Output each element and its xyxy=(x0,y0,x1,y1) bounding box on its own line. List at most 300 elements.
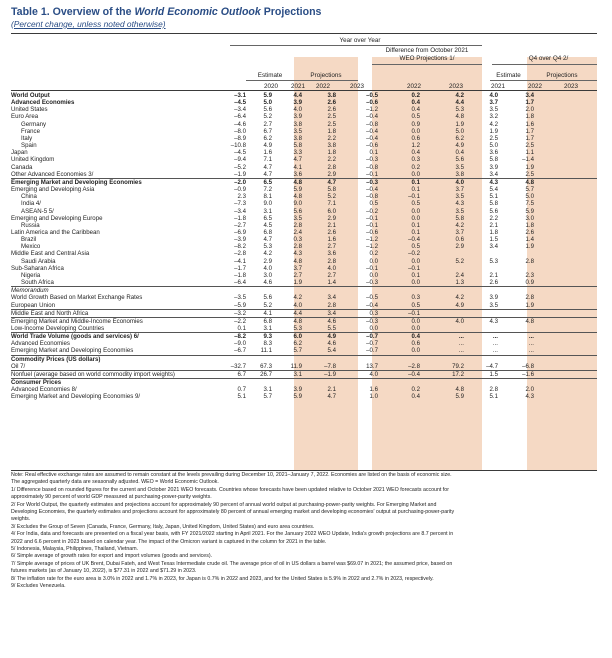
header-rule xyxy=(246,80,358,81)
row-label: Germany xyxy=(21,120,47,128)
table-cell: –0.3 xyxy=(336,178,378,186)
table-cell: 2.8 xyxy=(525,294,534,302)
table-cell: –1.6 xyxy=(498,370,534,378)
table-row xyxy=(11,106,597,113)
table-cell: 0.4 xyxy=(378,333,420,341)
table-cell: –6.4 xyxy=(234,279,246,287)
table-cell: 4.9 xyxy=(455,301,464,309)
table-cell: 4.8 xyxy=(272,317,302,325)
table-cell: –8.9 xyxy=(234,134,246,142)
table-cell: –3.4 xyxy=(234,207,246,215)
table-cell: 5.5 xyxy=(327,325,336,332)
table-cell: 0.3 xyxy=(336,309,378,317)
table-cell: 1.6 xyxy=(369,386,378,394)
table-row xyxy=(11,99,597,106)
row-label: Memorandum xyxy=(11,287,219,295)
table-cell: 0.5 xyxy=(411,200,420,208)
row-label: Nigeria xyxy=(21,271,41,279)
table-subtitle: (Percent change, unless noted otherwise) xyxy=(11,19,166,29)
table-cell: 0.1 xyxy=(411,186,420,194)
table-spacer xyxy=(534,370,597,378)
table-cell: –0.9 xyxy=(234,186,246,194)
table-cell xyxy=(464,250,498,257)
table-spacer xyxy=(534,355,597,363)
table-cell: –1.2 xyxy=(366,243,378,251)
table-cell: 1.8 xyxy=(525,113,534,121)
table-row xyxy=(11,171,597,179)
table-spacer xyxy=(534,272,597,279)
table-cell: 2.8 xyxy=(293,221,302,229)
table-cell: –2.8 xyxy=(408,362,420,370)
header-estimate: Estimate xyxy=(257,72,283,79)
table-cell: –0.8 xyxy=(366,163,378,171)
year-header: 2023 xyxy=(563,83,578,90)
table-cell: 1.7 xyxy=(525,127,534,135)
table-cell xyxy=(464,265,498,272)
table-cell xyxy=(498,355,534,363)
table-cell xyxy=(219,379,246,387)
note-line: 7/ Simple average of prices of UK Brent, Dubai Fateh, and West Texas Intermediate crude oil. The average price of oil in US dollars a barrel was $69.07 in 2021; the assumed price, based on xyxy=(11,560,453,567)
row-label: Emerging and Developing Asia xyxy=(11,186,95,194)
table-spacer xyxy=(534,135,597,142)
table-row xyxy=(11,393,597,400)
table-cell: 1.8 xyxy=(525,221,534,229)
table-cell: –0.6 xyxy=(366,142,378,150)
table-cell: 5.3 xyxy=(455,106,464,114)
table-cell: 1.6 xyxy=(327,236,336,244)
table-cell: 0.0 xyxy=(369,271,378,279)
note-line: 6/ Simple average of growth rates for export and import volumes (goods and services). xyxy=(11,553,213,560)
table-spacer xyxy=(534,379,597,387)
row-label: Other Advanced Economies 3/ xyxy=(11,170,94,178)
table-cell: 4.0 xyxy=(263,264,272,272)
table-row xyxy=(11,265,597,272)
table-cell: –0.8 xyxy=(366,193,378,201)
table-row xyxy=(11,236,597,243)
table-cell: 4.1 xyxy=(293,163,302,171)
table-cell: 2.3 xyxy=(525,271,534,279)
table-cell xyxy=(302,379,336,387)
table-cell: –1.2 xyxy=(366,236,378,244)
table-cell: 0.0 xyxy=(411,207,420,215)
table-cell: –6.8 xyxy=(522,362,534,370)
table-cell: 3.5 xyxy=(489,301,498,309)
table-cell: 4.8 xyxy=(455,386,464,394)
table-cell xyxy=(336,355,378,363)
table-cell xyxy=(246,287,272,295)
table-cell: 67.3 xyxy=(260,362,272,370)
header-difference-2: WEO Projections 1/ xyxy=(399,55,455,62)
table-spacer xyxy=(534,309,597,317)
table-cell: 6.0 xyxy=(272,333,302,341)
year-header: 2020 xyxy=(263,83,278,90)
table-cell: 8.3 xyxy=(263,340,272,348)
note-line: 2/ For World Output, the quarterly estimates and projections account for approximately 90 percent of annual world output at purchasing-power-parity weights. For Emerging Market and xyxy=(11,501,437,508)
table-cell: 4.0 xyxy=(420,317,464,325)
table-cell: 4.7 xyxy=(263,236,272,244)
table-cell: –1.9 xyxy=(234,170,246,178)
table-cell: 4.8 xyxy=(455,113,464,121)
table-row xyxy=(11,142,597,149)
row-label: Sub-Saharan Africa xyxy=(11,264,64,272)
table-cell: 3.6 xyxy=(489,149,498,157)
table-row xyxy=(11,379,597,387)
header-q4: Q4 over Q4 2/ xyxy=(528,55,569,62)
table-cell: 2.1 xyxy=(327,386,336,394)
table-cell: 5.0 xyxy=(525,193,534,201)
table-row xyxy=(11,121,597,128)
table-cell: –3.1 xyxy=(234,92,246,99)
table-row xyxy=(11,333,597,341)
table-cell: 6.7 xyxy=(263,127,272,135)
table-cell: 5.8 xyxy=(293,142,302,150)
table-row xyxy=(11,309,597,317)
table-row xyxy=(11,186,597,193)
table-spacer xyxy=(534,113,597,120)
header-difference-1: Difference from October 2021 xyxy=(385,47,469,54)
table-cell: –0.3 xyxy=(336,317,378,325)
table-row xyxy=(11,279,597,287)
table-spacer xyxy=(534,294,597,301)
row-label: Emerging Market and Developing Economies xyxy=(11,347,134,355)
table-cell: 0.5 xyxy=(369,200,378,208)
table-row xyxy=(11,347,597,355)
row-label: European Union xyxy=(11,301,56,309)
table-cell: 4.2 xyxy=(489,120,498,128)
table-spacer xyxy=(534,193,597,200)
table-cell: 2.6 xyxy=(327,99,336,107)
table-cell: –1.2 xyxy=(366,106,378,114)
table-cell: 0.1 xyxy=(237,325,246,332)
table-cell: 2.7 xyxy=(327,243,336,251)
table-cell: 3.4 xyxy=(302,309,336,317)
table-cell: 3.4 xyxy=(489,243,498,251)
row-label: World Growth Based on Market Exchange Rates xyxy=(11,294,143,302)
table-cell: 1.2 xyxy=(411,142,420,150)
table-spacer xyxy=(534,106,597,113)
table-spacer xyxy=(534,236,597,243)
table-row xyxy=(11,363,597,371)
table-cell: 5.4 xyxy=(489,186,498,194)
table-spacer xyxy=(534,347,597,355)
table-cell: 6.8 xyxy=(246,317,272,325)
table-cell: 4.4 xyxy=(272,309,302,317)
row-label: Spain xyxy=(21,142,37,150)
row-label: Low-Income Developing Countries xyxy=(11,325,105,332)
table-spacer xyxy=(534,222,597,229)
table-cell: 79.2 xyxy=(452,362,464,370)
row-label: Oil 7/ xyxy=(11,362,26,370)
table-spacer xyxy=(534,287,597,295)
row-label: India 4/ xyxy=(21,200,41,208)
table-cell: –0.4 xyxy=(378,370,420,378)
table-cell: 5.1 xyxy=(237,393,246,401)
table-cell: 4.2 xyxy=(263,250,272,258)
table-cell: 2.7 xyxy=(293,271,302,279)
table-cell: 9.0 xyxy=(293,200,302,208)
table-cell: 17.2 xyxy=(420,370,464,378)
table-spacer xyxy=(534,142,597,149)
table-cell: 5.8 xyxy=(327,186,336,194)
table-cell: –6.4 xyxy=(234,113,246,121)
table-cell: 2.6 xyxy=(489,279,498,287)
table-cell: 6.7 xyxy=(219,370,246,378)
table-cell: –2.2 xyxy=(219,317,246,325)
table-cell: 3.2 xyxy=(489,113,498,121)
table-cell: 4.7 xyxy=(263,170,272,178)
table-cell: –9.4 xyxy=(234,156,246,164)
table-cell: 2.8 xyxy=(489,386,498,394)
table-cell: 0.5 xyxy=(411,301,420,309)
table-row xyxy=(11,287,597,295)
table-cell: ... xyxy=(464,333,498,341)
table-cell: 3.9 xyxy=(489,294,498,302)
row-label: ASEAN-5 5/ xyxy=(21,207,54,215)
table-cell: 0.2 xyxy=(411,386,420,394)
table-row xyxy=(11,325,597,333)
table-cell: 3.5 xyxy=(293,214,302,222)
table-cell: 0.4 xyxy=(455,149,464,157)
table-cell: 1.6 xyxy=(525,120,534,128)
table-cell: –0.6 xyxy=(366,99,378,107)
table-cell: 3.6 xyxy=(293,170,302,178)
table-cell: –0.1 xyxy=(366,264,378,272)
table-cell: 2.1 xyxy=(489,271,498,279)
note-line: 5/ Indonesia, Malaysia, Philippines, Thailand, Vietnam. xyxy=(11,546,139,553)
table-cell: 2.6 xyxy=(327,228,336,236)
table-row xyxy=(11,156,597,163)
table-spacer xyxy=(534,265,597,272)
table-cell: 5.3 xyxy=(293,325,302,332)
table-cell xyxy=(336,287,378,295)
table-cell: 13.7 xyxy=(366,362,378,370)
table-spacer xyxy=(534,164,597,171)
table-cell: 1.4 xyxy=(327,279,336,287)
header-rule xyxy=(490,80,597,81)
table-spacer xyxy=(534,229,597,236)
table-cell: –6.9 xyxy=(234,228,246,236)
row-label: Nonfuel (average based on world commodity import weights) xyxy=(11,370,219,378)
table-cell: 1.9 xyxy=(489,127,498,135)
table-cell: 6.5 xyxy=(246,178,272,186)
table-cell xyxy=(498,325,534,333)
table-cell: 1.8 xyxy=(489,228,498,236)
table-cell: 0.4 xyxy=(411,393,420,401)
table-cell: 2.9 xyxy=(327,170,336,178)
table-cell: 5.4 xyxy=(327,347,336,355)
table-cell: 4.8 xyxy=(498,317,534,325)
table-cell: 5.3 xyxy=(489,257,498,265)
table-cell xyxy=(498,250,534,257)
table-cell: 1.9 xyxy=(525,243,534,251)
table-cell: –4.1 xyxy=(234,257,246,265)
table-spacer xyxy=(534,149,597,156)
year-header: 2023 xyxy=(448,83,463,90)
table-cell: 5.1 xyxy=(489,393,498,401)
table-cell: 0.4 xyxy=(411,106,420,114)
table-cell: 2.4 xyxy=(293,228,302,236)
table-cell: 1.8 xyxy=(327,149,336,157)
table-cell: –4.6 xyxy=(234,120,246,128)
table-cell: 7.2 xyxy=(263,186,272,194)
table-cell: 1.8 xyxy=(327,127,336,135)
table-cell: ... xyxy=(458,347,464,355)
table-cell: –3.4 xyxy=(234,106,246,114)
table-cell: 5.9 xyxy=(293,393,302,401)
table-cell: 4.3 xyxy=(455,200,464,208)
table-cell: 5.2 xyxy=(455,257,464,265)
table-cell: 4.5 xyxy=(263,221,272,229)
table-spacer xyxy=(534,393,597,400)
table-row xyxy=(11,317,597,325)
table-cell: –3.9 xyxy=(234,236,246,244)
table-spacer xyxy=(534,215,597,222)
table-cell: 5.7 xyxy=(263,393,272,401)
table-cell: 5.1 xyxy=(489,193,498,201)
table-cell: 0.4 xyxy=(411,149,420,157)
table-cell: 2.1 xyxy=(327,221,336,229)
table-row xyxy=(11,272,597,279)
table-notes xyxy=(11,472,597,591)
table-cell: 9.3 xyxy=(246,333,272,341)
table-cell: 4.9 xyxy=(302,333,336,341)
table-row xyxy=(11,208,597,215)
table-row xyxy=(11,215,597,222)
table-spacer xyxy=(534,333,597,341)
year-header: 2022 xyxy=(315,83,330,90)
table-spacer xyxy=(534,325,597,333)
note-line: The aggregated quarterly data are seasonally adjusted. WEO = World Economic Outlook. xyxy=(11,479,219,486)
table-cell: –0.2 xyxy=(366,207,378,215)
table-cell: –0.3 xyxy=(366,156,378,164)
row-label: Emerging Market and Middle-Income Economies xyxy=(11,317,219,325)
table-cell: 2.6 xyxy=(525,228,534,236)
table-cell: 3.9 xyxy=(293,99,302,107)
table-cell xyxy=(378,287,420,295)
table-cell: 7.5 xyxy=(525,200,534,208)
table-cell xyxy=(420,325,464,333)
table-cell: 0.0 xyxy=(411,325,420,332)
table-cell: ... xyxy=(492,340,498,348)
table-cell: 0.2 xyxy=(369,250,378,258)
row-label: Middle East and Central Asia xyxy=(11,250,90,258)
table-cell: 4.0 xyxy=(336,370,378,378)
table-cell: –0.6 xyxy=(366,228,378,236)
table-cell: 0.6 xyxy=(411,340,420,348)
table-cell: –1.8 xyxy=(234,271,246,279)
table-cell: 2.3 xyxy=(237,193,246,201)
table-cell: 2.8 xyxy=(293,243,302,251)
table-cell: 2.7 xyxy=(327,271,336,279)
table-cell xyxy=(420,355,464,363)
table-cell: 0.9 xyxy=(525,279,534,287)
table-cell: 4.8 xyxy=(293,193,302,201)
note-line: approximately 90 percent of world GDP measured at purchasing-power-parity weights. xyxy=(11,494,212,501)
table-cell: 2.0 xyxy=(525,106,534,114)
table-cell: 3.8 xyxy=(455,170,464,178)
table-cell: 4.0 xyxy=(489,92,498,99)
table-cell: –8.2 xyxy=(234,243,246,251)
year-header: 2021 xyxy=(290,83,305,90)
table-cell: 4.2 xyxy=(455,221,464,229)
table-cell: 0.0 xyxy=(411,347,420,355)
table-cell: 2.7 xyxy=(263,120,272,128)
table-cell: 11.1 xyxy=(260,347,272,355)
table-cell: 5.0 xyxy=(489,142,498,150)
year-header: 2021 xyxy=(490,83,505,90)
table-cell: –4.5 xyxy=(234,149,246,157)
table-cell: 3.5 xyxy=(455,193,464,201)
table-cell: –10.8 xyxy=(230,142,246,150)
table-cell: 2.1 xyxy=(489,221,498,229)
table-cell: –4.7 xyxy=(486,362,498,370)
table-cell: 2.5 xyxy=(327,113,336,121)
table-cell: 5.6 xyxy=(263,106,272,114)
table-cell: 6.5 xyxy=(263,214,272,222)
row-label: Emerging Market and Developing Economies 9/ xyxy=(11,393,141,401)
table-cell: 0.1 xyxy=(411,271,420,279)
table-cell: 0.2 xyxy=(411,163,420,171)
table-cell: 0.0 xyxy=(369,325,378,332)
table-cell: –6.7 xyxy=(234,347,246,355)
note-line: Note: Real effective exchange rates are assumed to remain constant at the levels prevailing during December 10, 2021–January 7, 2022. Economies are listed on the basis of economic size. xyxy=(11,472,452,478)
table-cell: 7.1 xyxy=(327,200,336,208)
note-line: 4/ For India, data and forecasts are presented on a fiscal year basis, with FY 2021/2022 starting in April 2021. For the January 2022 WEO Update, India's growth projections are 8.7 percent in xyxy=(11,531,454,538)
table-cell: –0.1 xyxy=(366,221,378,229)
year-header: 2023 xyxy=(349,83,364,90)
table-cell: –0.2 xyxy=(408,250,420,258)
table-cell: –0.4 xyxy=(366,127,378,135)
table-row xyxy=(11,340,597,347)
table-cell: 4.7 xyxy=(293,156,302,164)
table-cell: –0.7 xyxy=(336,333,378,341)
table-cell xyxy=(302,287,336,295)
table-cell: –0.4 xyxy=(366,186,378,194)
table-cell: –0.1 xyxy=(408,264,420,272)
table-cell: 0.0 xyxy=(411,127,420,135)
table-cell: 2.5 xyxy=(525,170,534,178)
table-cell: 1.7 xyxy=(525,134,534,142)
table-spacer xyxy=(534,99,597,106)
table-cell: –0.4 xyxy=(408,236,420,244)
row-label: Commodity Prices (US dollars) xyxy=(11,355,219,363)
table-cell: 5.8 xyxy=(489,156,498,164)
table-cell: 3.1 xyxy=(263,325,272,332)
table-cell: 3.9 xyxy=(489,163,498,171)
table-cell: 0.2 xyxy=(411,92,420,99)
row-label: Advanced Economies 8/ xyxy=(11,386,77,394)
row-label: Advanced Economies xyxy=(11,99,75,107)
table-cell: 4.6 xyxy=(263,279,272,287)
table-cell: 5.0 xyxy=(455,127,464,135)
table-cell: 2.0 xyxy=(525,386,534,394)
table-cell: 1.6 xyxy=(263,149,272,157)
row-label: Canada xyxy=(11,163,33,171)
table-cell: 4.3 xyxy=(293,250,302,258)
table-cell: 5.8 xyxy=(455,214,464,222)
table-cell: 2.6 xyxy=(327,106,336,114)
table-spacer xyxy=(534,121,597,128)
table-cell: 3.5 xyxy=(455,163,464,171)
table-cell xyxy=(246,355,272,363)
table-spacer xyxy=(534,186,597,193)
table-cell xyxy=(219,355,246,363)
table-cell: –0.1 xyxy=(408,193,420,201)
table-cell: 2.8 xyxy=(327,257,336,265)
row-label: United States xyxy=(11,106,48,114)
table-cell: 3.1 xyxy=(263,207,272,215)
table-cell: 0.6 xyxy=(455,236,464,244)
